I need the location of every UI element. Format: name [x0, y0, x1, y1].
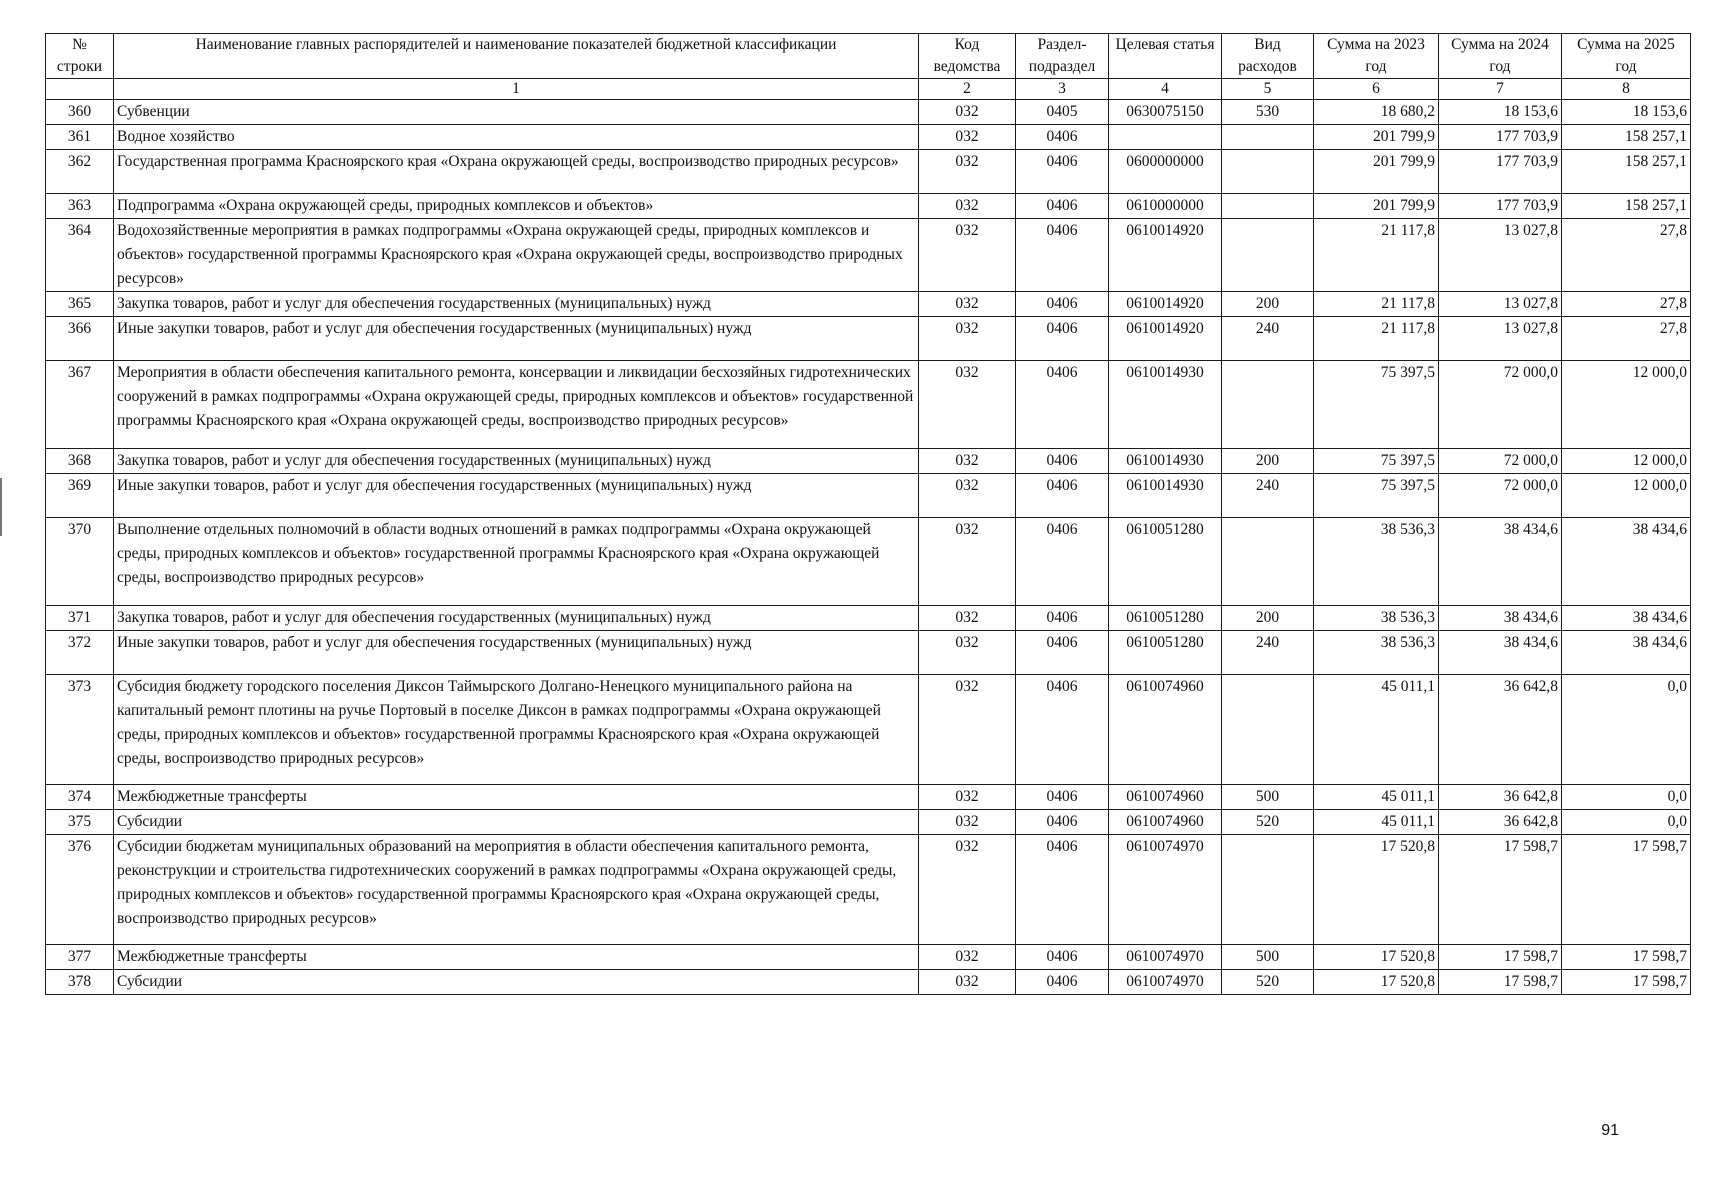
sum-2025: 17 598,7: [1562, 835, 1691, 945]
column-number: 3: [1016, 79, 1109, 100]
sum-2023: 38 536,3: [1314, 606, 1439, 631]
expense-type: [1222, 219, 1314, 292]
sum-2024: 177 703,9: [1439, 194, 1562, 219]
sum-2025: 17 598,7: [1562, 945, 1691, 970]
sum-2025: 0,0: [1562, 810, 1691, 835]
row-name: Межбюджетные трансферты: [114, 785, 919, 810]
sum-2025: 17 598,7: [1562, 970, 1691, 995]
table-row: [46, 125, 1691, 150]
table-row: [46, 292, 1691, 317]
department-code: 032: [919, 970, 1016, 995]
row-name: Субсидия бюджету городского поселения Диксон Таймырского Долгано-Ненецкого муниципального района на капитальный ремонт плотины на ручье Портовый в поселке Диксон в рамках подпрограммы «Охрана окружающей среды, природных комплексов и объектов» государственной программы Красноярского края «Охрана окружающей среды, воспроизводство природных ресурсов»: [114, 675, 919, 785]
table-row: [46, 474, 1691, 518]
sum-2023: 75 397,5: [1314, 474, 1439, 518]
sum-2023: 38 536,3: [1314, 518, 1439, 606]
section-code: 0405: [1016, 100, 1109, 125]
page-number: 91: [1601, 1122, 1619, 1139]
section-code: 0406: [1016, 150, 1109, 194]
section-code: 0406: [1016, 292, 1109, 317]
department-code: 032: [919, 675, 1016, 785]
target-article: 0610074960: [1109, 675, 1222, 785]
column-number: 8: [1562, 79, 1691, 100]
table-row: [46, 518, 1691, 606]
sum-2025: 158 257,1: [1562, 194, 1691, 219]
target-article: 0610051280: [1109, 518, 1222, 606]
section-code: 0406: [1016, 835, 1109, 945]
header-sum-2023: Сумма на 2023 год: [1314, 34, 1439, 79]
header-row-number: № строки: [46, 34, 114, 79]
row-number: 372: [46, 631, 114, 675]
sum-2023: 201 799,9: [1314, 150, 1439, 194]
sum-2025: 38 434,6: [1562, 606, 1691, 631]
table-row: [46, 675, 1691, 785]
row-number: 378: [46, 970, 114, 995]
target-article: 0610014930: [1109, 361, 1222, 449]
sum-2024: 36 642,8: [1439, 810, 1562, 835]
sum-2023: 45 011,1: [1314, 810, 1439, 835]
header-name: Наименование главных распорядителей и наименование показателей бюджетной классификации: [114, 34, 919, 79]
sum-2025: 0,0: [1562, 675, 1691, 785]
department-code: 032: [919, 292, 1016, 317]
column-number: 6: [1314, 79, 1439, 100]
sum-2025: 12 000,0: [1562, 361, 1691, 449]
sum-2023: 75 397,5: [1314, 449, 1439, 474]
section-code: 0406: [1016, 518, 1109, 606]
target-article: 0610074960: [1109, 785, 1222, 810]
header-department-code: Код ведомства: [919, 34, 1016, 79]
sum-2024: 72 000,0: [1439, 474, 1562, 518]
department-code: 032: [919, 125, 1016, 150]
row-name: Иные закупки товаров, работ и услуг для обеспечения государственных (муниципальных) нужд: [114, 317, 919, 361]
department-code: 032: [919, 945, 1016, 970]
row-name: Субсидии бюджетам муниципальных образований на мероприятия в области обеспечения капитального ремонта, реконструкции и строительства гидротехнических сооружений в рамках подпрограммы «Охрана окружающей среды, природных комплексов и объектов» государственной программы Красноярского края «Охрана окружающей среды, воспроизводство природных ресурсов»: [114, 835, 919, 945]
sum-2024: 18 153,6: [1439, 100, 1562, 125]
table-row: [46, 219, 1691, 292]
row-name: Мероприятия в области обеспечения капитального ремонта, консервации и ликвидации бесхозяйных гидротехнических сооружений в рамках подпрограммы «Охрана окружающей среды, природных комплексов и объектов» государственной программы Красноярского края «Охрана окружающей среды, воспроизводство природных ресурсов»: [114, 361, 919, 449]
sum-2024: 17 598,7: [1439, 970, 1562, 995]
sum-2023: 75 397,5: [1314, 361, 1439, 449]
sum-2025: 27,8: [1562, 317, 1691, 361]
table-row: [46, 631, 1691, 675]
row-number: 361: [46, 125, 114, 150]
row-name: Выполнение отдельных полномочий в области водных отношений в рамках подпрограммы «Охрана окружающей среды, природных комплексов и объектов» государственной программы Красноярского края «Охрана окружающей среды, воспроизводство природных ресурсов»: [114, 518, 919, 606]
sum-2023: 21 117,8: [1314, 317, 1439, 361]
column-number: [46, 79, 114, 100]
sum-2025: 27,8: [1562, 292, 1691, 317]
section-code: 0406: [1016, 194, 1109, 219]
row-name: Субсидии: [114, 810, 919, 835]
expense-type: [1222, 361, 1314, 449]
sum-2024: 177 703,9: [1439, 150, 1562, 194]
row-name: Межбюджетные трансферты: [114, 945, 919, 970]
column-number: 7: [1439, 79, 1562, 100]
table-row: [46, 970, 1691, 995]
row-number: 363: [46, 194, 114, 219]
sum-2024: 36 642,8: [1439, 785, 1562, 810]
header-sum-2025: Сумма на 2025 год: [1562, 34, 1691, 79]
expense-type: [1222, 675, 1314, 785]
section-code: 0406: [1016, 631, 1109, 675]
section-code: 0406: [1016, 317, 1109, 361]
column-number: 1: [114, 79, 919, 100]
sum-2023: 45 011,1: [1314, 675, 1439, 785]
target-article: 0610000000: [1109, 194, 1222, 219]
sum-2024: 72 000,0: [1439, 449, 1562, 474]
row-number: 375: [46, 810, 114, 835]
target-article: 0610014920: [1109, 292, 1222, 317]
sum-2025: 38 434,6: [1562, 631, 1691, 675]
section-code: 0406: [1016, 675, 1109, 785]
department-code: 032: [919, 194, 1016, 219]
table-row: [46, 317, 1691, 361]
department-code: 032: [919, 810, 1016, 835]
sum-2025: 18 153,6: [1562, 100, 1691, 125]
sum-2025: 12 000,0: [1562, 474, 1691, 518]
sum-2024: 17 598,7: [1439, 945, 1562, 970]
scan-edge-mark: [0, 478, 2, 536]
section-code: 0406: [1016, 449, 1109, 474]
table-row: [46, 810, 1691, 835]
sum-2025: 158 257,1: [1562, 125, 1691, 150]
target-article: 0610014930: [1109, 474, 1222, 518]
section-code: 0406: [1016, 125, 1109, 150]
department-code: 032: [919, 631, 1016, 675]
row-name: Субсидии: [114, 970, 919, 995]
column-number: 2: [919, 79, 1016, 100]
table-row: [46, 100, 1691, 125]
expense-type: 200: [1222, 449, 1314, 474]
sum-2024: 38 434,6: [1439, 631, 1562, 675]
row-number: 374: [46, 785, 114, 810]
table-row: [46, 449, 1691, 474]
sum-2025: 0,0: [1562, 785, 1691, 810]
column-number-row: [46, 79, 1691, 100]
row-number: 360: [46, 100, 114, 125]
sum-2025: 12 000,0: [1562, 449, 1691, 474]
section-code: 0406: [1016, 219, 1109, 292]
expense-type: [1222, 835, 1314, 945]
sum-2024: 36 642,8: [1439, 675, 1562, 785]
header-target-article: Целевая статья: [1109, 34, 1222, 79]
row-number: 376: [46, 835, 114, 945]
expense-type: [1222, 150, 1314, 194]
row-number: 373: [46, 675, 114, 785]
row-number: 362: [46, 150, 114, 194]
department-code: 032: [919, 219, 1016, 292]
department-code: 032: [919, 518, 1016, 606]
section-code: 0406: [1016, 361, 1109, 449]
target-article: 0610074960: [1109, 810, 1222, 835]
sum-2023: 17 520,8: [1314, 835, 1439, 945]
sum-2024: 17 598,7: [1439, 835, 1562, 945]
row-name: Субвенции: [114, 100, 919, 125]
department-code: 032: [919, 474, 1016, 518]
expense-type: 500: [1222, 785, 1314, 810]
expense-type: 240: [1222, 474, 1314, 518]
table-row: [46, 194, 1691, 219]
expense-type: 240: [1222, 317, 1314, 361]
expense-type: 530: [1222, 100, 1314, 125]
row-name: Подпрограмма «Охрана окружающей среды, природных комплексов и объектов»: [114, 194, 919, 219]
department-code: 032: [919, 100, 1016, 125]
sum-2024: 72 000,0: [1439, 361, 1562, 449]
header-expense-type: Вид расходов: [1222, 34, 1314, 79]
row-name: Государственная программа Красноярского края «Охрана окружающей среды, воспроизводство природных ресурсов»: [114, 150, 919, 194]
section-code: 0406: [1016, 810, 1109, 835]
target-article: 0610014920: [1109, 317, 1222, 361]
section-code: 0406: [1016, 970, 1109, 995]
sum-2023: 201 799,9: [1314, 194, 1439, 219]
sum-2023: 21 117,8: [1314, 219, 1439, 292]
table-row: [46, 785, 1691, 810]
sum-2023: 18 680,2: [1314, 100, 1439, 125]
row-number: 371: [46, 606, 114, 631]
column-number: 4: [1109, 79, 1222, 100]
sum-2023: 21 117,8: [1314, 292, 1439, 317]
target-article: 0610014930: [1109, 449, 1222, 474]
row-name: Закупка товаров, работ и услуг для обеспечения государственных (муниципальных) нужд: [114, 606, 919, 631]
row-number: 377: [46, 945, 114, 970]
column-number: 5: [1222, 79, 1314, 100]
target-article: 0610014920: [1109, 219, 1222, 292]
header-section: Раздел-подраздел: [1016, 34, 1109, 79]
section-code: 0406: [1016, 606, 1109, 631]
sum-2023: 201 799,9: [1314, 125, 1439, 150]
row-name: Водное хозяйство: [114, 125, 919, 150]
department-code: 032: [919, 317, 1016, 361]
row-name: Иные закупки товаров, работ и услуг для обеспечения государственных (муниципальных) нужд: [114, 631, 919, 675]
row-name: Водохозяйственные мероприятия в рамках подпрограммы «Охрана окружающей среды, природных комплексов и объектов» государственной программы Красноярского края «Охрана окружающей среды, воспроизводство природных ресурсов»: [114, 219, 919, 292]
section-code: 0406: [1016, 785, 1109, 810]
expense-type: 200: [1222, 606, 1314, 631]
section-code: 0406: [1016, 474, 1109, 518]
header-sum-2024: Сумма на 2024 год: [1439, 34, 1562, 79]
target-article: [1109, 125, 1222, 150]
sum-2024: 13 027,8: [1439, 317, 1562, 361]
table-body: [46, 100, 1691, 995]
target-article: 0610074970: [1109, 970, 1222, 995]
table-row: [46, 150, 1691, 194]
department-code: 032: [919, 785, 1016, 810]
sum-2023: 17 520,8: [1314, 945, 1439, 970]
row-number: 366: [46, 317, 114, 361]
expense-type: 240: [1222, 631, 1314, 675]
target-article: 0630075150: [1109, 100, 1222, 125]
expense-type: 500: [1222, 945, 1314, 970]
row-name: Закупка товаров, работ и услуг для обеспечения государственных (муниципальных) нужд: [114, 292, 919, 317]
department-code: 032: [919, 606, 1016, 631]
header-row: [46, 34, 1691, 79]
department-code: 032: [919, 835, 1016, 945]
target-article: 0610051280: [1109, 606, 1222, 631]
sum-2023: 17 520,8: [1314, 970, 1439, 995]
row-name: Иные закупки товаров, работ и услуг для обеспечения государственных (муниципальных) нужд: [114, 474, 919, 518]
department-code: 032: [919, 150, 1016, 194]
sum-2024: 13 027,8: [1439, 219, 1562, 292]
target-article: 0600000000: [1109, 150, 1222, 194]
expense-type: 200: [1222, 292, 1314, 317]
expense-type: 520: [1222, 810, 1314, 835]
row-number: 369: [46, 474, 114, 518]
row-number: 368: [46, 449, 114, 474]
row-name: Закупка товаров, работ и услуг для обеспечения государственных (муниципальных) нужд: [114, 449, 919, 474]
row-number: 370: [46, 518, 114, 606]
sum-2024: 177 703,9: [1439, 125, 1562, 150]
expense-type: [1222, 125, 1314, 150]
budget-table: [45, 33, 1691, 995]
department-code: 032: [919, 361, 1016, 449]
sum-2024: 13 027,8: [1439, 292, 1562, 317]
table-row: [46, 835, 1691, 945]
sum-2025: 158 257,1: [1562, 150, 1691, 194]
expense-type: [1222, 194, 1314, 219]
row-number: 364: [46, 219, 114, 292]
target-article: 0610074970: [1109, 835, 1222, 945]
table-row: [46, 606, 1691, 631]
expense-type: [1222, 518, 1314, 606]
sum-2023: 38 536,3: [1314, 631, 1439, 675]
sum-2023: 45 011,1: [1314, 785, 1439, 810]
table-row: [46, 361, 1691, 449]
target-article: 0610051280: [1109, 631, 1222, 675]
section-code: 0406: [1016, 945, 1109, 970]
row-number: 367: [46, 361, 114, 449]
sum-2024: 38 434,6: [1439, 518, 1562, 606]
expense-type: 520: [1222, 970, 1314, 995]
row-number: 365: [46, 292, 114, 317]
target-article: 0610074970: [1109, 945, 1222, 970]
department-code: 032: [919, 449, 1016, 474]
table-row: [46, 945, 1691, 970]
sum-2024: 38 434,6: [1439, 606, 1562, 631]
sum-2025: 27,8: [1562, 219, 1691, 292]
sum-2025: 38 434,6: [1562, 518, 1691, 606]
